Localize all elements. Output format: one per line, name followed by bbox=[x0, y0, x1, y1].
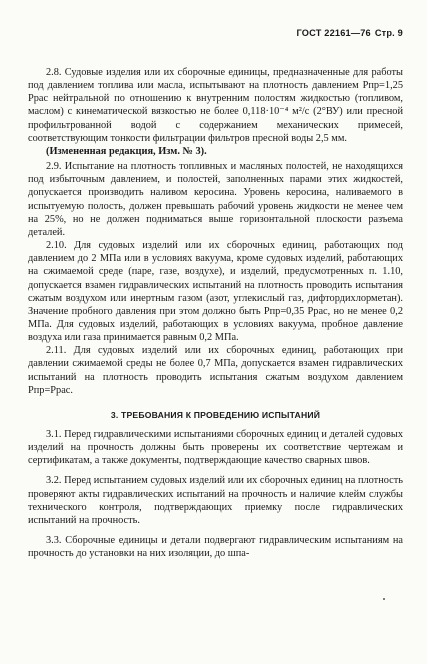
clause-3-1: 3.1. Перед гидравлическими испытаниями сборочных единиц и деталей судовых изделий на прочность должны быть проверены их соответствие чертежам и сертификатам, а также документы, подтверждающие качество сварных швов. bbox=[28, 428, 403, 467]
clause-2-10: 2.10. Для судовых изделий или их сборочных единиц, работающих под давлением до 2 МПа или в условиях вакуума, кроме судовых изделий, работающих на сжимаемой среде (паре, газе, воздухе), и изделий, предусмотренных п. 1.10, допускается взамен гидравлических испытаний на плотность проводить испытания сжатым воздухом или инертным газом (азот, углекислый газ, дифтордихлорметан). Значение пробного давления при этом должно быть Pпр=0,35 Pрас, но не менее 0,2 МПа. Для судовых изделий, работающих в условиях вакуума, пробное давление воздуха или газа принимается равным 0,2 МПа. bbox=[28, 240, 403, 344]
amendment-note: (Измененная редакция, Изм. № 3). bbox=[46, 145, 207, 157]
clause-2-9: 2.9. Испытание на плотность топливных и масляных полостей, не находящихся под избыточным давлением, и полостей, заполненных парами этих жидкостей, допускается производить наливом керосина. Уровень керосина, наливаемого в испытуемую полость, должен превышать рабочий уровень жидкости не менее чем на 25%, но не должен подниматься выше горизонтальной плоскости разъема деталей. bbox=[28, 161, 403, 238]
clause-2-8: 2.8. Судовые изделия или их сборочные единицы, предназначенные для работы под давлением топлива или масла, испытывают на плотность давлением Pпр=1,25 Pрас нейтральной по отношению к внутренним полостям жидкостью (топливом, маслом) с кинематической вязкостью не более 0,118·10⁻⁴ м²/с (2°ВУ) или пресной профильтрованной водой с содержанием механических примесей, соответствующим тонкости фильтрации фильтров пресной воды 2,5 мм. bbox=[28, 67, 403, 144]
clause-2-11: 2.11. Для судовых изделий или их сборочных единиц, работающих при давлении сжимаемой среды не более 0,7 МПа, допускается взамен гидравлических испытаний на плотность проводить испытания сжатым воздухом давлением Pпр=Pрас. bbox=[28, 345, 403, 396]
section-3-heading: 3. ТРЕБОВАНИЯ К ПРОВЕДЕНИЮ ИСПЫТАНИЙ bbox=[110, 409, 321, 420]
page-number: Стр. 9 bbox=[374, 28, 403, 38]
print-speck bbox=[383, 598, 385, 600]
document-body bbox=[28, 66, 403, 560]
standard-number: ГОСТ 22161—76 bbox=[296, 28, 371, 38]
clause-3-3: 3.3. Сборочные единицы и детали подвергают гидравлическим испытаниям на прочность до установки на них изоляции, до шпа- bbox=[28, 535, 403, 560]
clause-3-2: 3.2. Перед испытанием судовых изделий или их сборочных единиц на плотность проверяют акты гидравлических испытаний на прочность и наличие клейм службы технического контроля, подтверждающих приемку после гидравлических испытаний на прочность. bbox=[28, 475, 403, 526]
page-header bbox=[296, 28, 403, 38]
